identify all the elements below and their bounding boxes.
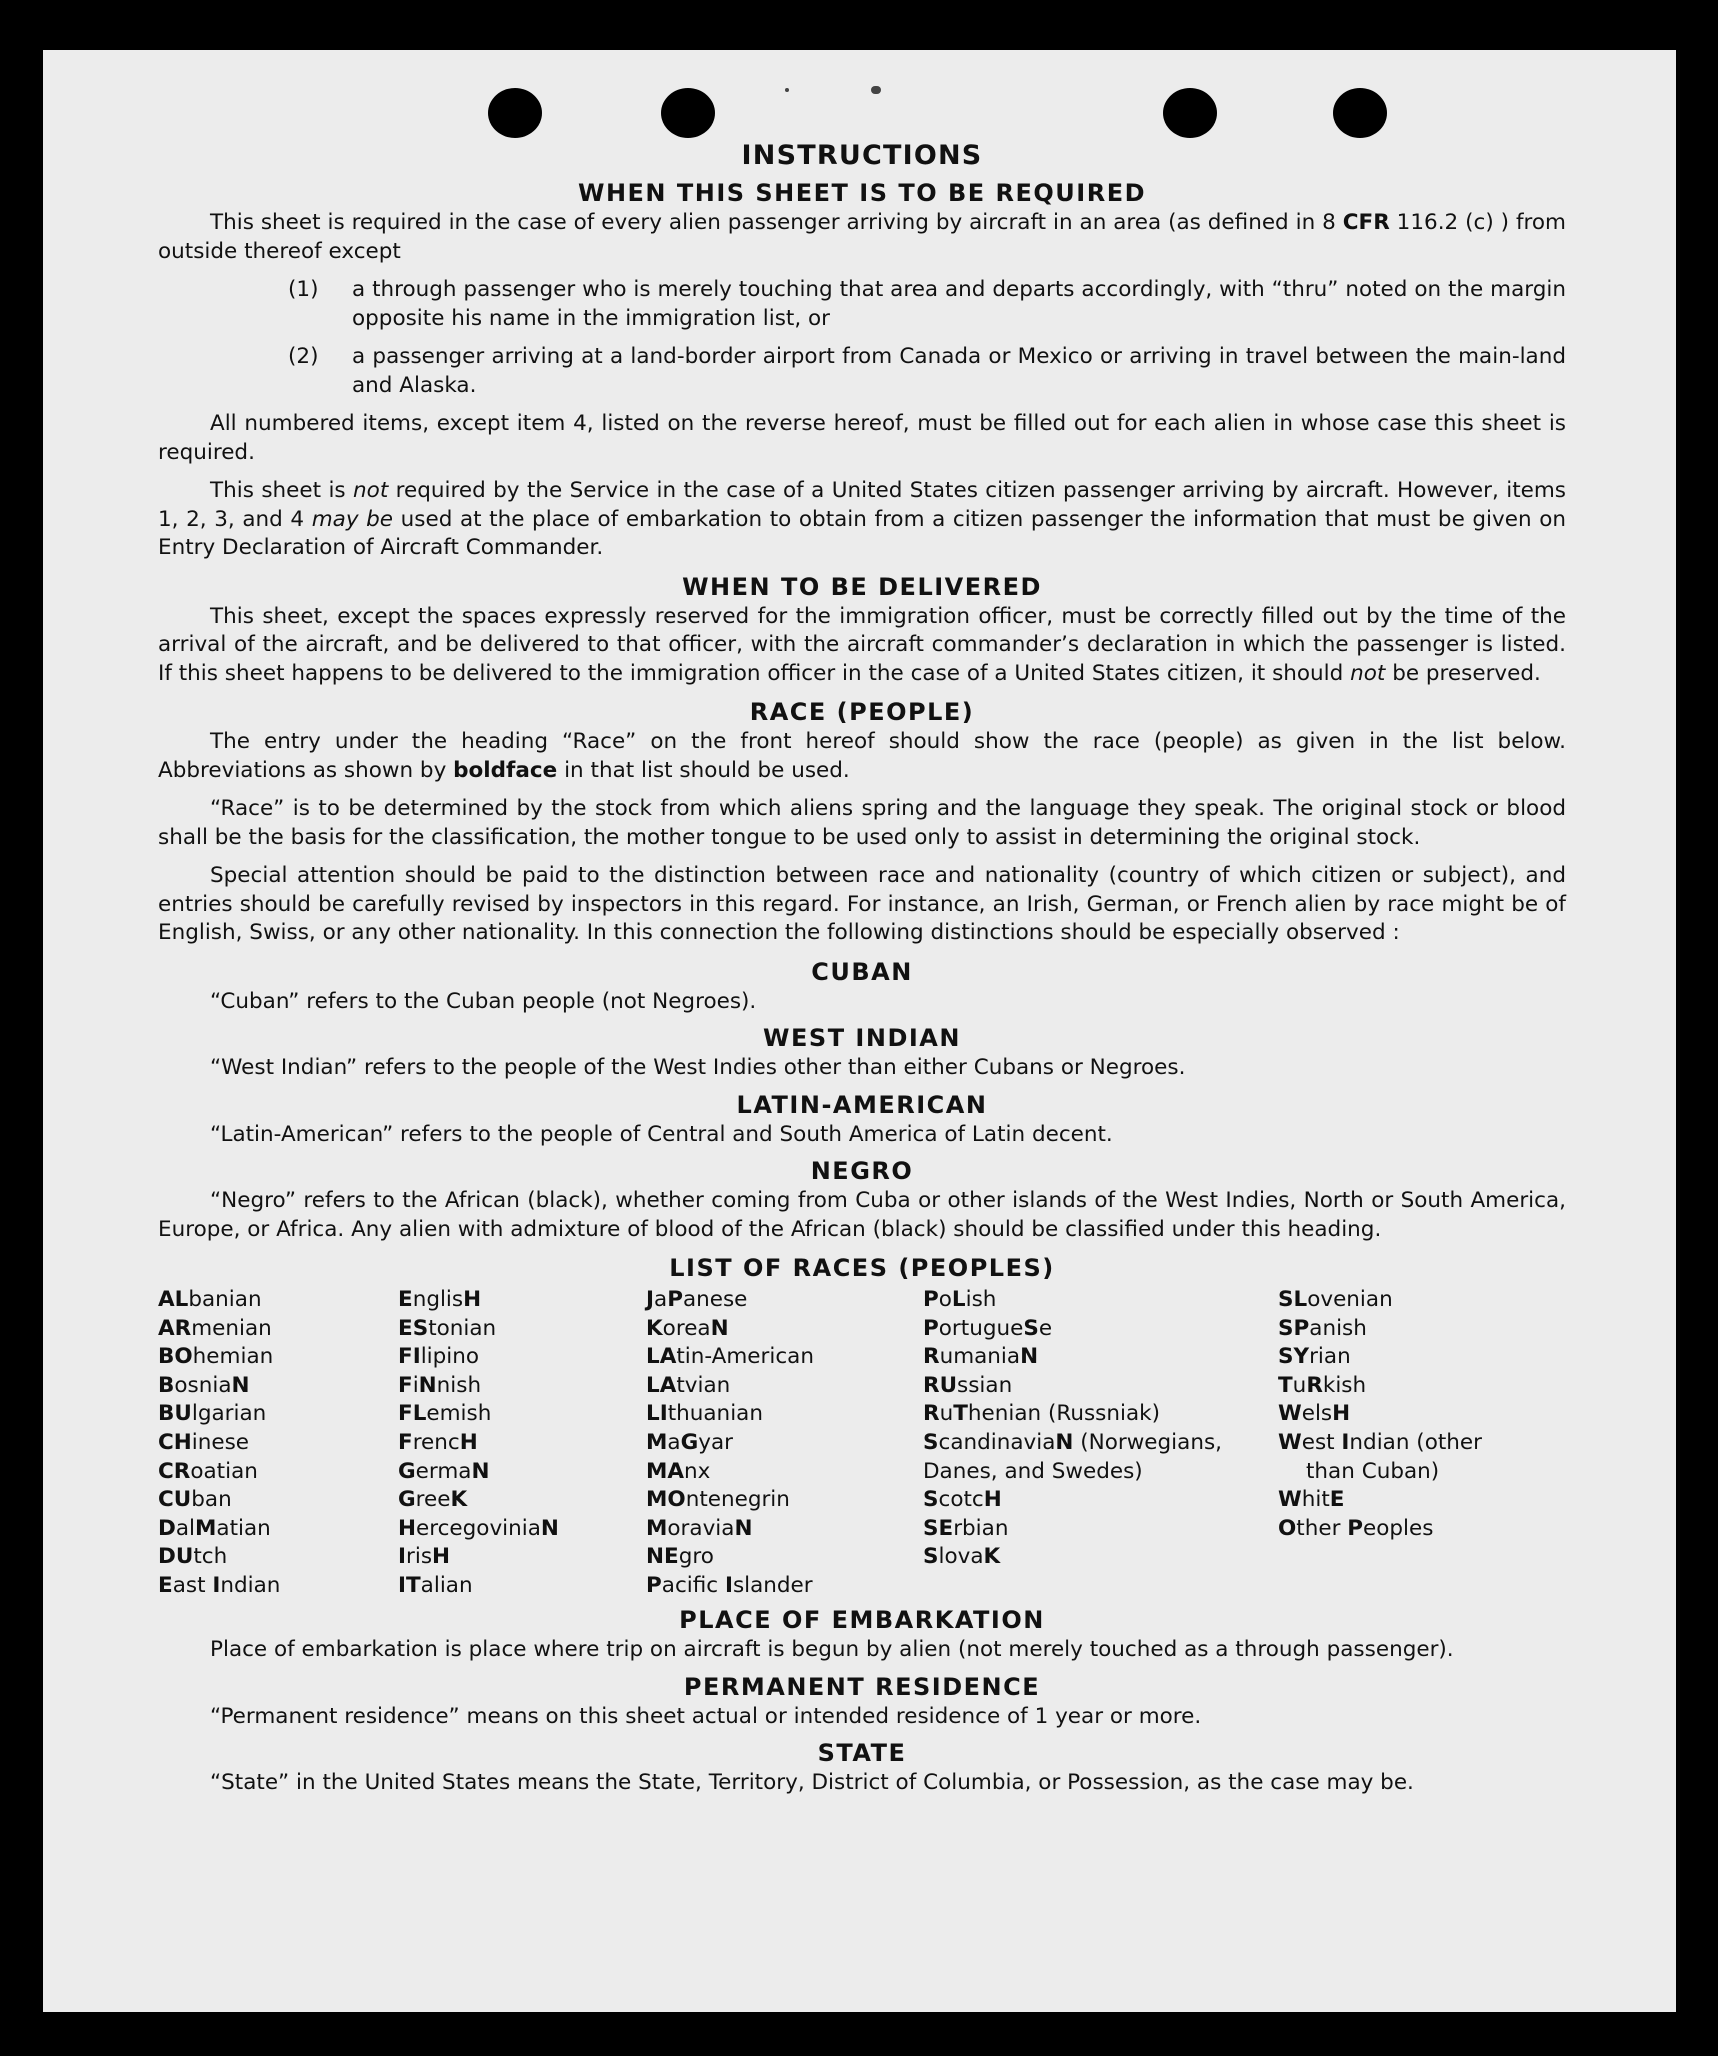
race-entry: CRoatian: [158, 1458, 258, 1484]
race-entry: SErbian: [923, 1515, 1009, 1541]
race-entry: SYrian: [1278, 1344, 1351, 1370]
punch-hole-4: [1333, 88, 1387, 138]
race-entry: SLovenian: [1278, 1287, 1393, 1312]
heading-embarkation: PLACE OF EMBARKATION: [679, 1606, 1045, 1634]
race-entry: BOhemian: [158, 1344, 274, 1370]
heading-residence: PERMANENT RESIDENCE: [683, 1672, 1041, 1701]
race-entry: RUssian: [923, 1372, 1013, 1398]
race-entry: MOntenegrin: [646, 1487, 790, 1513]
race-entry: GreeK: [398, 1487, 468, 1513]
exception-clause: [288, 343, 1566, 400]
race-entry: PortugueSe: [923, 1315, 1053, 1341]
heading-list-of-races: LIST OF RACES (PEOPLES): [669, 1254, 1055, 1282]
races-list: [158, 1286, 1566, 1598]
race-entry: FIlipino: [398, 1344, 480, 1370]
race-entry: DUtch: [158, 1544, 228, 1570]
clause-number: (2): [288, 344, 319, 369]
race-entry: LAtin-American: [646, 1344, 814, 1370]
para-residence: “Permanent residence” means on this sheet actual or intended residence of 1 year or more.: [210, 1703, 1202, 1729]
para-race-definition: “Race” is to be determined by the stock from which aliens spring and the language they speak. The original stock or blood shall be the basis for the classification, the mother tongue to be used only to assist in determining the original stock.: [158, 796, 1566, 850]
race-entry: EStonian: [398, 1315, 497, 1341]
instructions-body: [158, 140, 1566, 1802]
race-entry: TuRkish: [1278, 1372, 1367, 1398]
clause-number: (1): [288, 277, 319, 302]
race-entry: ScotcH: [923, 1487, 1002, 1513]
heading-state: STATE: [817, 1739, 907, 1767]
race-entry: GermaN: [398, 1458, 490, 1484]
exception-clauses: [158, 276, 1566, 400]
heading-race: RACE (PEOPLE): [749, 698, 975, 726]
race-entry: ITalian: [398, 1572, 473, 1598]
heading-when-required: WHEN THIS SHEET IS TO BE REQUIRED: [577, 179, 1147, 207]
races-column: [646, 1286, 916, 1601]
para-numbered-items: All numbered items, except item 4, listed on the reverse hereof, must be filled out for each alien in whose case this sheet is required.: [158, 411, 1566, 465]
para-latin-american: “Latin-American” refers to the people of Central and South America of Latin decent.: [210, 1121, 1113, 1147]
heading-west-indian: WEST INDIAN: [763, 1024, 961, 1052]
heading-cuban: CUBAN: [811, 957, 913, 986]
race-entry: WelsH: [1278, 1401, 1351, 1427]
clause-text: a passenger arriving at a land-border airport from Canada or Mexico or arriving in travel between the main-land and Alaska.: [352, 344, 1566, 398]
para-cuban: “Cuban” refers to the Cuban people (not Negroes).: [210, 988, 757, 1014]
heading-negro: NEGRO: [810, 1157, 914, 1185]
race-entry: EnglisH: [398, 1287, 482, 1312]
race-entry: West Indian (other: [1278, 1429, 1482, 1455]
race-entry: East Indian: [158, 1572, 281, 1598]
race-entry: KoreaN: [646, 1315, 729, 1341]
race-entry: DalMatian: [158, 1515, 271, 1541]
ink-speck: [785, 88, 789, 92]
race-entry: Other Peoples: [1278, 1515, 1434, 1541]
para-state: “State” in the United States means the State, Territory, District of Columbia, or Possession, as the case may be.: [210, 1770, 1414, 1795]
para-required-intro: This sheet is required in the case of every alien passenger arriving by aircraft in an area (as defined in 8 CFR 116.2 (c) ) from outside thereof except: [158, 210, 1566, 264]
race-entry: HercegoviniaN: [398, 1515, 559, 1541]
para-negro: “Negro” refers to the African (black), whether coming from Cuba or other islands of the West Indies, North or South America, Europe, or Africa. Any alien with admixture of blood of the African (black) should be classified under this heading.: [158, 1188, 1566, 1242]
race-entry: BosniaN: [158, 1372, 250, 1398]
race-entry: RuThenian (Russniak): [923, 1401, 1160, 1427]
races-column: [158, 1286, 388, 1601]
heading-latin-american: LATIN-AMERICAN: [736, 1090, 988, 1119]
race-entry: MoraviaN: [646, 1515, 753, 1541]
para-race-nationality: Special attention should be paid to the distinction between race and nationality (country of which citizen or subject), and entries should be carefully revised by inspectors in this regard. For instance, an Irish, German, or French alien by race might be of English, Swiss, or any other nationality. In this connection the following distinctions should be especially observed :: [158, 863, 1566, 945]
race-entry: CHinese: [158, 1429, 250, 1455]
clause-text: a through passenger who is merely touching that area and departs accordingly, with “thru” noted on the margin opposite his name in the immigration list, or: [352, 277, 1566, 331]
races-column: [923, 1286, 1268, 1572]
race-entry: RumaniaN: [923, 1344, 1039, 1370]
race-entry: IrisH: [398, 1544, 451, 1570]
races-column: [398, 1286, 638, 1601]
para-race-entry: The entry under the heading “Race” on the front hereof should show the race (people) as given in the list below. Abbreviations as shown by boldface in that list should be used.: [158, 729, 1566, 783]
race-entry: NEgro: [646, 1544, 714, 1570]
para-west-indian: “West Indian” refers to the people of the West Indies other than either Cubans or Negroes.: [210, 1055, 1186, 1080]
race-entry: FiNnish: [398, 1372, 482, 1398]
race-entry: BUlgarian: [158, 1401, 267, 1427]
para-citizen: This sheet is not required by the Service in the case of a United States citizen passenger arriving by aircraft. However, items 1, 2, 3, and 4 may be used at the place of embarkation to obtain from a citizen passenger the information that must be given on Entry Declaration of Aircraft Commander.: [158, 478, 1567, 560]
race-entry: than Cuban): [1306, 1458, 1440, 1484]
race-entry: ALbanian: [158, 1287, 262, 1312]
race-entry: JaPanese: [646, 1287, 748, 1312]
race-entry: CUban: [158, 1487, 232, 1513]
ink-speck: [871, 86, 881, 94]
heading-when-delivered: WHEN TO BE DELIVERED: [682, 572, 1042, 601]
punch-hole-2: [661, 88, 715, 138]
para-delivered: This sheet, except the spaces expressly reserved for the immigration officer, must be correctly filled out by the time of the arrival of the aircraft, and be delivered to that officer, with the aircraft commander’s declaration in which the passenger is listed. If this sheet happens to be delivered to the immigration officer in the case of a United States citizen, it should not be preserved.: [158, 603, 1566, 686]
race-entry: MaGyar: [646, 1429, 733, 1455]
race-entry: LAtvian: [646, 1372, 731, 1398]
page-title: INSTRUCTIONS: [741, 140, 983, 171]
race-entry: MAnx: [646, 1458, 711, 1484]
race-entry: FLemish: [398, 1401, 492, 1427]
race-entry: ScandinaviaN (Norwegians, Danes, and Swedes): [923, 1429, 1222, 1484]
race-entry: SPanish: [1278, 1315, 1367, 1341]
race-entry: FrencH: [398, 1429, 478, 1455]
race-entry: WhitE: [1278, 1487, 1345, 1513]
punch-hole-1: [488, 88, 542, 138]
race-entry: Pacific Islander: [646, 1572, 813, 1598]
races-column: [1278, 1286, 1558, 1543]
para-embarkation: Place of embarkation is place where trip on aircraft is begun by alien (not merely touched as a through passenger).: [210, 1637, 1454, 1662]
exception-clause: [288, 276, 1566, 333]
race-entry: SlovaK: [923, 1544, 1001, 1570]
race-entry: LIthuanian: [646, 1401, 763, 1427]
race-entry: PoLish: [923, 1287, 997, 1312]
punch-hole-3: [1163, 88, 1217, 138]
race-entry: ARmenian: [158, 1315, 272, 1341]
